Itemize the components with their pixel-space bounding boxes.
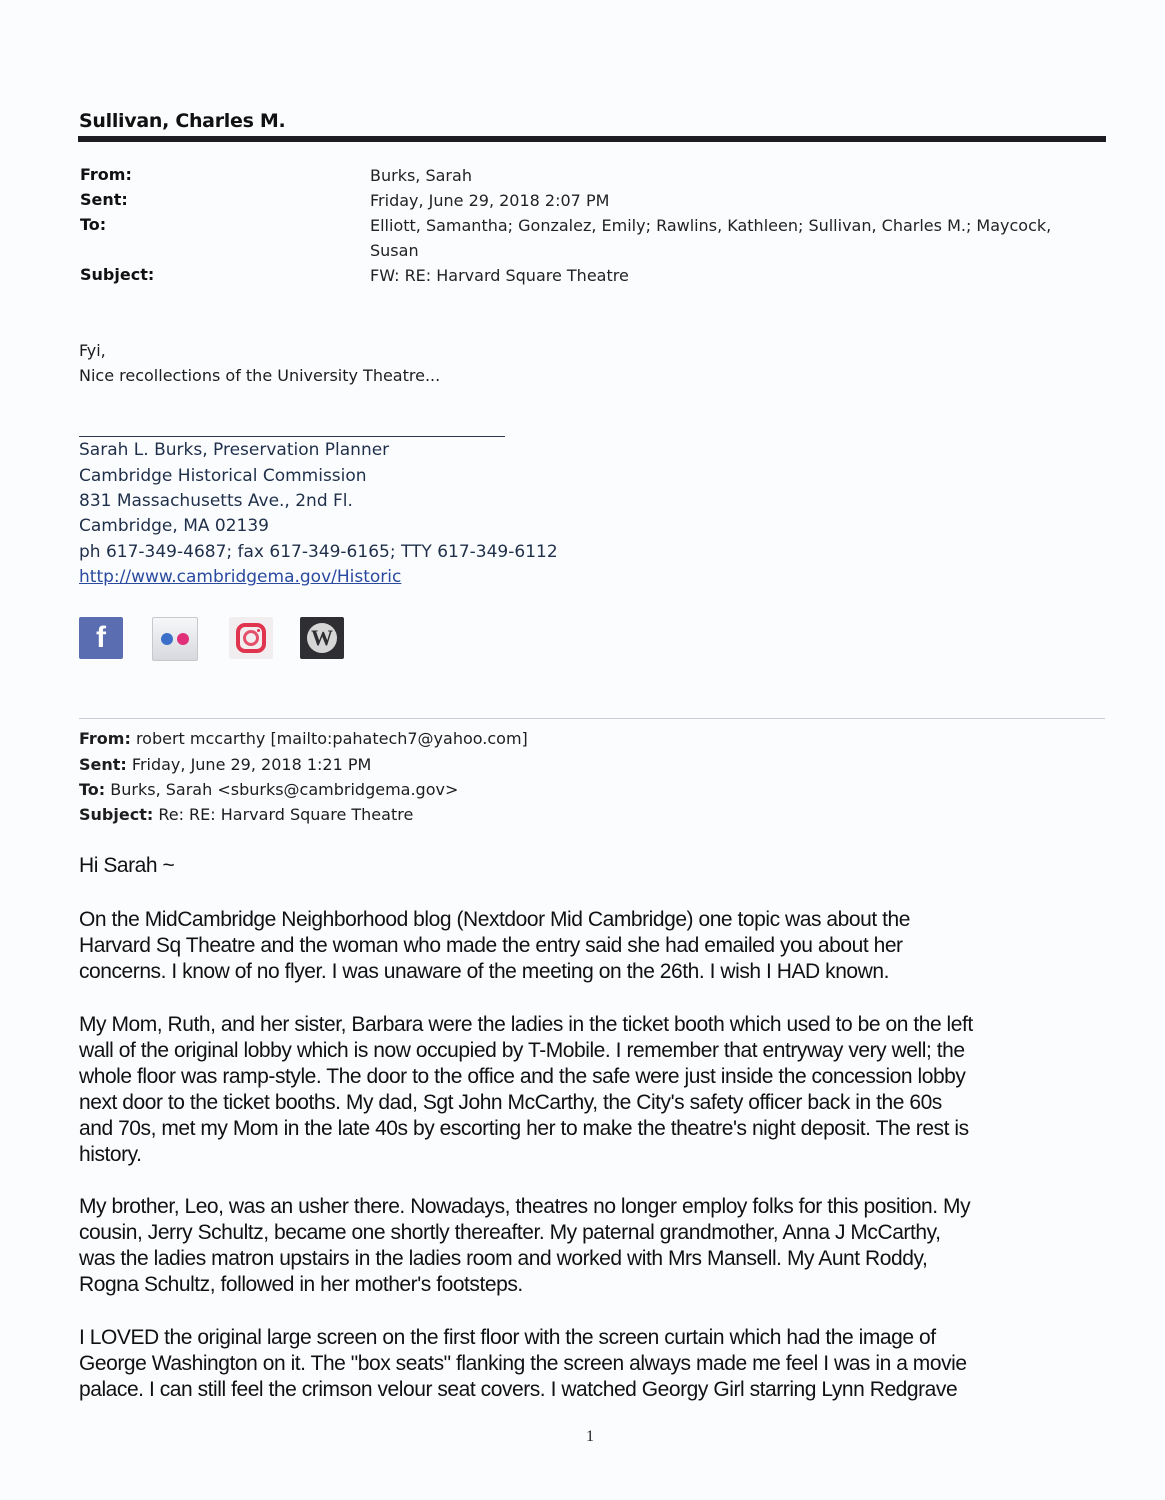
message-paragraph-4: [79, 1325, 1109, 1403]
paragraph-line: whole floor was ramp-style. The door to the office and the safe were just inside the concession lobby: [79, 1065, 966, 1088]
subject-value: FW: RE: Harvard Square Theatre: [370, 266, 629, 285]
forwarded-divider: [79, 718, 1105, 719]
page-number: 1: [586, 1428, 594, 1445]
forwarded-from-value: robert mccarthy [mailto:pahatech7@yahoo.com]: [135, 729, 528, 748]
paragraph-line: Rogna Schultz, followed in her mother's footsteps.: [79, 1273, 523, 1296]
forwarded-to: [79, 780, 458, 799]
paragraph-line: wall of the original lobby which is now occupied by T-Mobile. I remember that entryway very well; the: [79, 1039, 965, 1062]
signature-name-title: Sarah L. Burks, Preservation Planner: [79, 440, 390, 460]
forwarded-sent-value: Friday, June 29, 2018 1:21 PM: [131, 755, 372, 774]
message-paragraph-2: [79, 1012, 1109, 1168]
forwarded-subject: [79, 805, 413, 824]
facebook-icon[interactable]: [79, 617, 123, 659]
printout-owner-name: Sullivan, Charles M.: [79, 110, 286, 132]
signature-organization: Cambridge Historical Commission: [79, 466, 367, 486]
forwarded-sent: [79, 755, 371, 774]
message-paragraph-1: [79, 907, 1109, 985]
signature-address-line2: Cambridge, MA 02139: [79, 516, 269, 536]
paragraph-line: On the MidCambridge Neighborhood blog (Nextdoor Mid Cambridge) one topic was about the: [79, 908, 910, 931]
paragraph-line: Harvard Sq Theatre and the woman who made the entry said she had emailed you about her: [79, 934, 903, 957]
paragraph-line: palace. I can still feel the crimson velour seat covers. I watched Georgy Girl starring Lynn Redgrave: [79, 1378, 958, 1401]
from-label: From:: [80, 165, 132, 184]
forwarded-from-label: From:: [79, 729, 131, 748]
from-value: Burks, Sarah: [370, 166, 472, 185]
sent-label: Sent:: [80, 190, 128, 209]
signature-website-link[interactable]: http://www.cambridgema.gov/Historic: [79, 567, 402, 587]
paragraph-line: history.: [79, 1143, 142, 1166]
forwarded-from: [79, 729, 528, 748]
forwarded-sent-label: Sent:: [79, 755, 127, 774]
flickr-pink-dot: [177, 633, 189, 645]
forwarded-subject-label: Subject:: [79, 805, 154, 824]
to-value: Elliott, Samantha; Gonzalez, Emily; Rawlins, Kathleen; Sullivan, Charles M.; Maycock, Susan: [370, 216, 1052, 260]
message-salutation: Hi Sarah ~: [79, 854, 175, 877]
paragraph-line: and 70s, met my Mom in the late 40s by escorting her to make the theatre's night deposit. The rest is: [79, 1117, 969, 1140]
flickr-icon[interactable]: [152, 617, 198, 661]
paragraph-line: was the ladies matron upstairs in the ladies room and worked with Mrs Mansell. My Aunt Roddy,: [79, 1247, 928, 1270]
paragraph-line: My Mom, Ruth, and her sister, Barbara were the ladies in the ticket booth which used to be on the left: [79, 1013, 973, 1036]
body-greeting: Fyi,: [79, 341, 106, 360]
message-paragraph-3: [79, 1194, 1109, 1298]
signature-divider: [79, 436, 505, 437]
flickr-blue-dot: [161, 633, 173, 645]
wordpress-glyph: W: [307, 623, 337, 653]
header-divider: [78, 136, 1106, 142]
instagram-camera-body: [236, 623, 266, 653]
paragraph-line: George Washington on it. The "box seats" flanking the screen always made me feel I was in a movie: [79, 1352, 967, 1375]
signature-address-line1: 831 Massachusetts Ave., 2nd Fl.: [79, 491, 353, 511]
facebook-glyph: f: [96, 621, 106, 654]
sent-value: Friday, June 29, 2018 2:07 PM: [370, 191, 610, 210]
instagram-lens: [243, 630, 259, 646]
forwarded-to-label: To:: [79, 780, 106, 799]
instagram-icon[interactable]: [229, 617, 273, 659]
wordpress-icon[interactable]: [300, 617, 344, 659]
to-label: To:: [80, 215, 107, 234]
paragraph-line: next door to the ticket booths. My dad, Sgt John McCarthy, the City's safety officer back in the 60s: [79, 1091, 942, 1114]
paragraph-line: I LOVED the original large screen on the first floor with the screen curtain which had the image of: [79, 1326, 936, 1349]
signature-phones: ph 617-349-4687; fax 617-349-6165; TTY 617-349-6112: [79, 542, 558, 562]
paragraph-line: My brother, Leo, was an usher there. Nowadays, theatres no longer employ folks for this position. My: [79, 1195, 971, 1218]
forwarded-subject-value: Re: RE: Harvard Square Theatre: [158, 805, 414, 824]
paragraph-line: cousin, Jerry Schultz, became one shortly thereafter. My paternal grandmother, Anna J McCarthy,: [79, 1221, 941, 1244]
instagram-flash-dot: [257, 629, 260, 632]
body-text: Nice recollections of the University Theatre...: [79, 366, 441, 385]
subject-label: Subject:: [80, 265, 155, 284]
forwarded-to-value: Burks, Sarah <sburks@cambridgema.gov>: [110, 780, 459, 799]
paragraph-line: concerns. I know of no flyer. I was unaware of the meeting on the 26th. I wish I HAD known.: [79, 960, 889, 983]
